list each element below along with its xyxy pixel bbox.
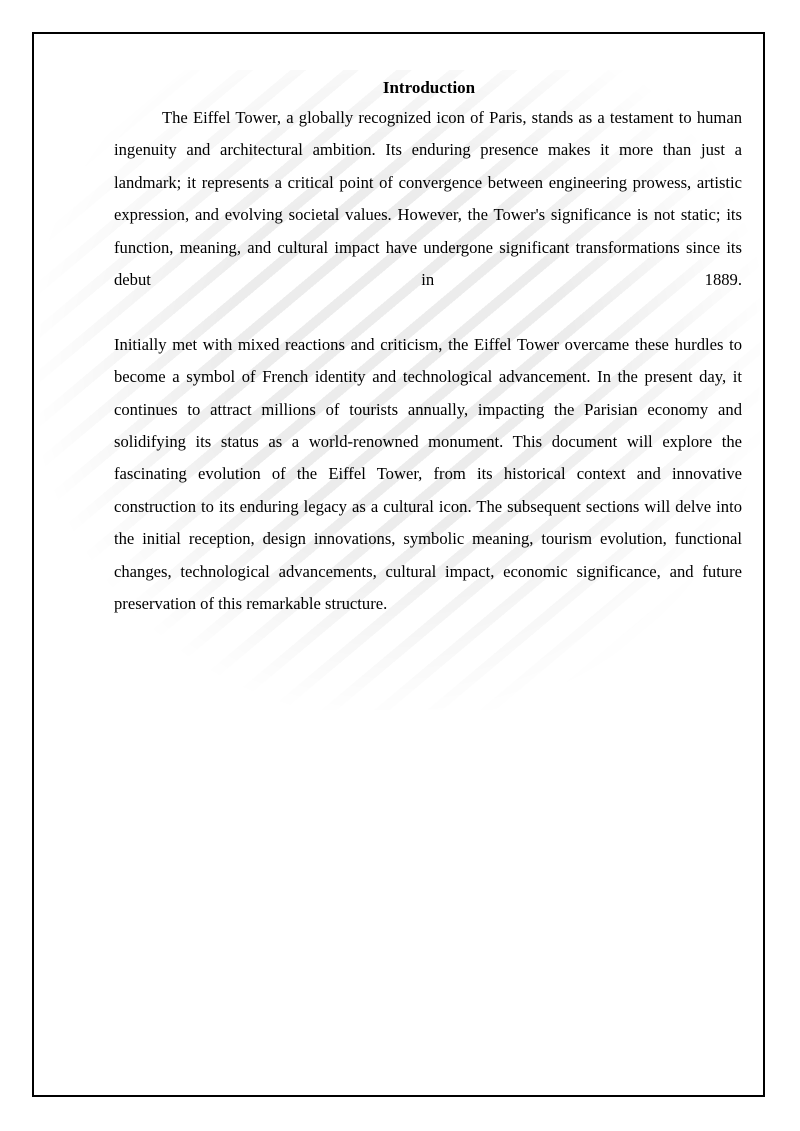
paragraph-2: Initially met with mixed reactions and criticism, the Eiffel Tower overcame these hurdles to become a symbol of French identity and technological advancement. In the present day, it continues to attract millions of tourists annually, impacting the Parisian economy and solidifying its status as a world-renowned monument. This document will explore the fascinating evolution of the Eiffel Tower, from its historical context and innovative construction to its enduring legacy as a cultural icon. The subsequent sections will delve into the initial reception, design innovations, symbolic meaning, tourism evolution, functional changes, technological advancements, cultural impact, economic significance, and future preservation of this remarkable structure.: [114, 334, 742, 614]
paragraph-1: The Eiffel Tower, a globally recognized icon of Paris, stands as a testament to human ingenuity and architectural ambition. Its enduring presence makes it more than just a landmark; it represents a critical point of convergence between engineering prowess, artistic expression, and evolving societal values. However, the Tower's significance is not static; its function, meaning, and cultural impact have undergone significant transformations since its debut in 1889.: [114, 108, 742, 290]
section-title: Introduction: [382, 78, 476, 97]
paragraph-spacer: [114, 296, 742, 328]
document-body: [114, 74, 742, 620]
